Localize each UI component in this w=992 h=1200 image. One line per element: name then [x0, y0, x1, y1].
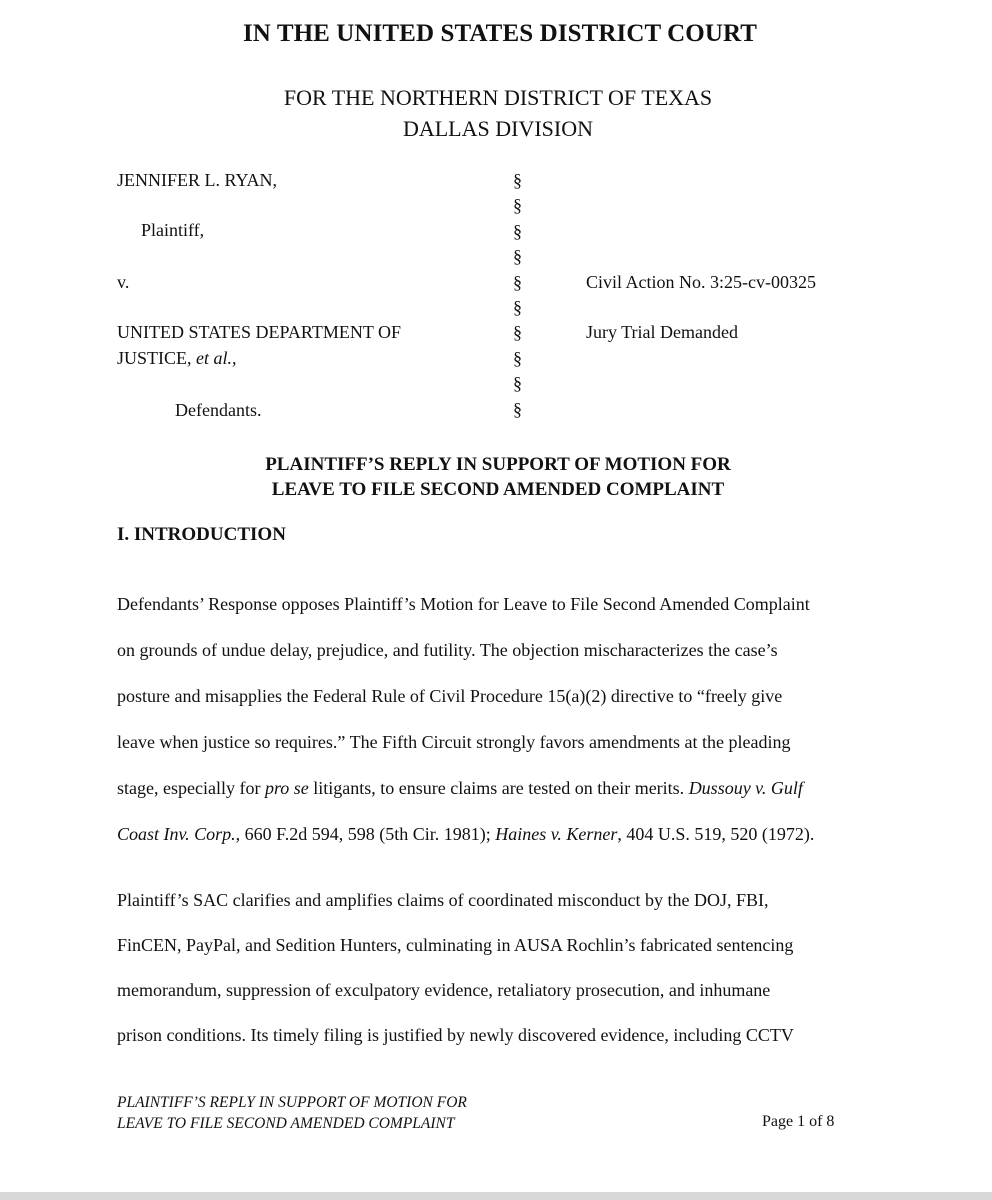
- section-symbol: §: [513, 373, 522, 393]
- section-symbol: §: [513, 297, 522, 317]
- document-title-line1: PLAINTIFF’S REPLY IN SUPPORT OF MOTION FOR: [265, 454, 731, 475]
- text-run: stage, especially for: [117, 778, 265, 798]
- defendant-name-main: JUSTICE,: [117, 348, 197, 368]
- section-symbol: §: [513, 221, 522, 241]
- section-symbol: §: [513, 348, 522, 368]
- section-symbol: §: [513, 322, 522, 342]
- plaintiff-name: JENNIFER L. RYAN,: [117, 170, 278, 190]
- court-district: FOR THE NORTHERN DISTRICT OF TEXAS: [283, 85, 713, 110]
- pro-se: pro se: [264, 778, 309, 798]
- case-citation: Dussouy v. Gulf: [688, 778, 803, 798]
- paragraph-line: [117, 824, 814, 845]
- footer-title-line2: LEAVE TO FILE SECOND AMENDED COMPLAINT: [117, 1115, 455, 1132]
- section-symbol: §: [513, 195, 522, 215]
- section-symbol: §: [513, 399, 522, 419]
- defendant-role: Defendants.: [175, 400, 262, 420]
- text-run: , 660 F.2d 594, 598 (5th Cir. 1981);: [235, 824, 496, 844]
- court-title: IN THE UNITED STATES DISTRICT COURT: [242, 20, 758, 47]
- paragraph-line: [117, 778, 803, 799]
- paragraph-line: leave when justice so requires.” The Fifth Circuit strongly favors amendments at the pleading: [117, 732, 791, 752]
- document-title-line2: LEAVE TO FILE SECOND AMENDED COMPLAINT: [271, 479, 725, 500]
- document-title: [0, 452, 992, 502]
- court-district-block: [0, 82, 992, 144]
- paragraph-line: on grounds of undue delay, prejudice, and futility. The objection mischaracterizes the case’s: [117, 640, 778, 660]
- paragraph-line: Plaintiff’s SAC clarifies and amplifies claims of coordinated misconduct by the DOJ, FBI,: [117, 890, 769, 910]
- defendant-name-line2: [117, 348, 237, 369]
- footer-title-line1: PLAINTIFF’S REPLY IN SUPPORT OF MOTION FOR: [117, 1094, 467, 1111]
- section-symbol: §: [513, 170, 522, 190]
- et-al: et al.,: [196, 348, 237, 368]
- text-run: litigants, to ensure claims are tested on their merits.: [308, 778, 689, 798]
- paragraph-line: posture and misapplies the Federal Rule of Civil Procedure 15(a)(2) directive to “freely give: [117, 686, 783, 706]
- paragraph-line: Defendants’ Response opposes Plaintiff’s Motion for Leave to File Second Amended Complaint: [117, 594, 810, 614]
- text-run: , 404 U.S. 519, 520 (1972).: [617, 824, 815, 844]
- page-number: Page 1 of 8: [762, 1113, 835, 1130]
- footer-title: [117, 1092, 467, 1134]
- court-division: DALLAS DIVISION: [402, 116, 594, 141]
- paragraph-line: memorandum, suppression of exculpatory evidence, retaliatory prosecution, and inhumane: [117, 980, 771, 1000]
- paragraph-line: prison conditions. Its timely filing is justified by newly discovered evidence, including CCTV: [117, 1025, 794, 1045]
- defendant-name-line1: UNITED STATES DEPARTMENT OF: [117, 322, 402, 342]
- case-citation: Coast Inv. Corp.: [117, 824, 236, 844]
- case-citation: Haines v. Kerner: [495, 824, 618, 844]
- section-heading: I. INTRODUCTION: [117, 524, 286, 545]
- jury-demand: Jury Trial Demanded: [586, 322, 738, 342]
- page-bottom-edge: [0, 1192, 992, 1200]
- versus: v.: [117, 272, 130, 292]
- section-symbol: §: [513, 246, 522, 266]
- plaintiff-role: Plaintiff,: [141, 220, 205, 240]
- civil-action-number: Civil Action No. 3:25-cv-00325: [586, 272, 816, 292]
- section-symbol: §: [513, 272, 522, 292]
- paragraph-line: FinCEN, PayPal, and Sedition Hunters, culminating in AUSA Rochlin’s fabricated sentencing: [117, 935, 794, 955]
